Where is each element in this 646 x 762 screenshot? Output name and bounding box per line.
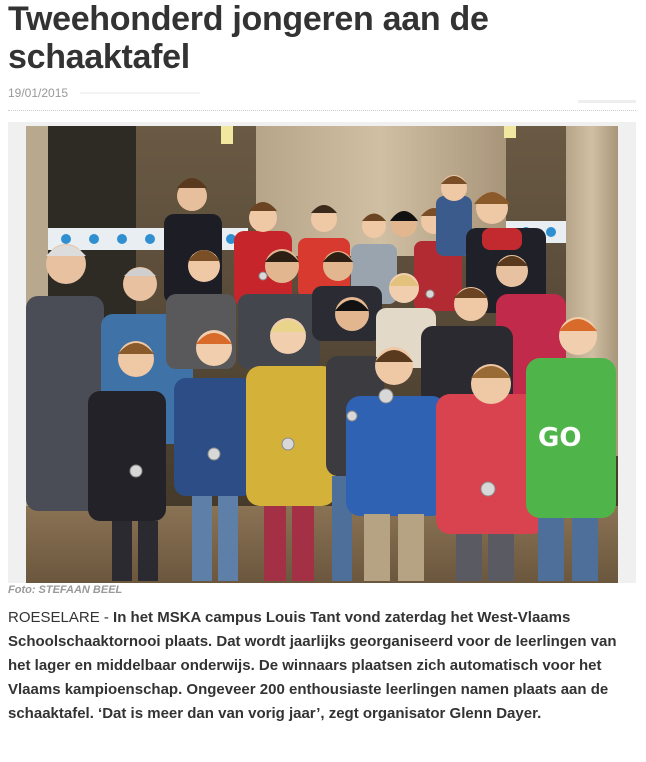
dateline-location: ROESELARE - [8, 609, 114, 626]
photo-credit: Foto: STEFAAN BEEL [8, 584, 123, 596]
article-title: Tweehonderd jongeren aan de schaaktafel [8, 0, 489, 76]
article-date: 19/01/2015 [8, 86, 69, 100]
group-photo[interactable] [26, 126, 618, 583]
photo-frame [8, 122, 636, 583]
meta-placeholder [578, 100, 636, 103]
share-bar-placeholder [80, 92, 200, 94]
dotted-divider [8, 110, 636, 111]
svg-text:GO: GO [538, 423, 582, 453]
lead-text: In het MSKA campus Louis Tant vond zaterdag het West-Vlaams Schoolschaaktornooi plaats. Dat wordt jaarlijks georganiseerd voor de leerlingen van het lager en middelbaar onderwijs. De winnaars plaatsen zich automatisch voor het Vlaams kampioenschap. Ongeveer 200 enthousiaste leerlingen namen plaats aan de schaaktafel. ‘Dat is meer dan van vorig jaar’, zegt organisator Glenn Dayer. [8, 609, 617, 722]
article-lead [8, 606, 638, 726]
